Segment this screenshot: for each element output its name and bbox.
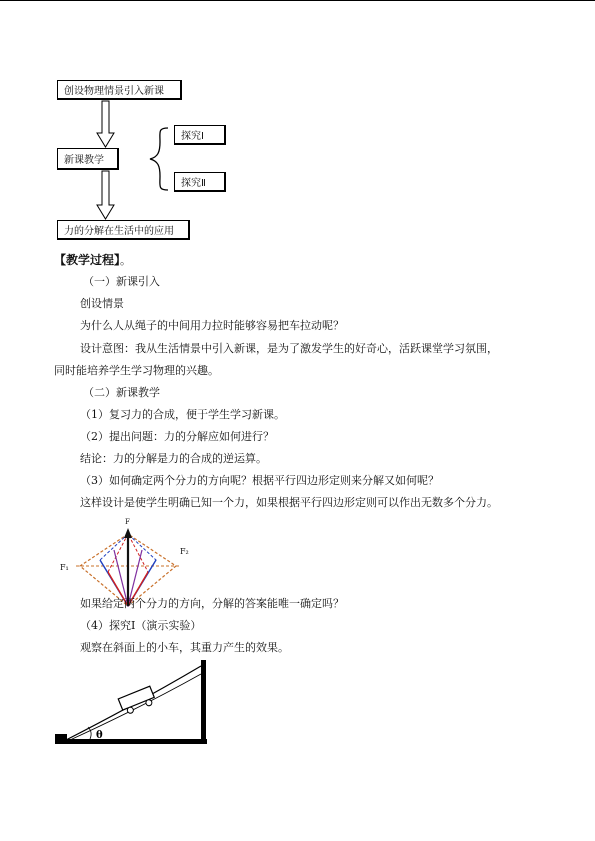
para-design-intent: 设计意图：我从生活情景中引入新课，是为了激发学生的好奇心，活跃课堂学习氛围， <box>80 342 498 355</box>
flow-arrow-down-2 <box>97 171 114 219</box>
flow-box-intro: 创设物理情景引入新课 <box>57 80 182 100</box>
label-f2: F₂ <box>180 547 189 556</box>
flow-arrow-down-1 <box>97 101 114 147</box>
force-decomposition-diagram <box>0 510 595 610</box>
para-scenario: 创设情景 <box>80 297 124 310</box>
section-heading <box>54 253 131 268</box>
flow-curly-brace <box>150 128 168 190</box>
inclined-plane-diagram <box>0 652 595 762</box>
label-f: F <box>125 518 130 526</box>
flow-box-teach: 新课教学 <box>57 148 119 170</box>
flow-box-apply: 力的分解在生活中的应用 <box>57 220 190 240</box>
para-teaching-title: （二）新课教学 <box>83 386 160 399</box>
label-theta: θ <box>96 730 103 741</box>
flow-box-explore2: 探究Ⅱ <box>174 172 226 192</box>
para-intro-title: （一）新课引入 <box>83 275 160 288</box>
para-question: 为什么人从绳子的中间用力拉时能够容易把车拉动呢？ <box>80 319 344 332</box>
section-heading-suffix: 。 <box>120 254 132 267</box>
ground-left-tab <box>55 734 67 740</box>
para-raise-question: （2）提出问题：力的分解应如何进行？ <box>80 430 274 443</box>
label-f1: F₁ <box>60 563 69 572</box>
incline-inner-line <box>70 674 201 740</box>
wall-bar <box>201 660 206 744</box>
ground-bar <box>55 739 207 744</box>
cart <box>118 686 156 715</box>
para-observe: 观察在斜面上的小车，其重力产生的效果。 <box>80 641 289 654</box>
para-review: （1）复习力的合成，便于学生学习新课。 <box>80 408 285 421</box>
para-unique-question: 如果给定两个分力的方向，分解的答案能唯一确定吗？ <box>80 597 344 610</box>
para-design-intent-cont: 同时能培养学生学习物理的兴趣。 <box>54 364 219 377</box>
section-heading-text: 【教学过程】 <box>54 253 121 267</box>
para-direction-question: （3）如何确定两个分力的方向呢？根据平行四边形定则来分解又如何呢？ <box>80 474 439 487</box>
force-f-arrowhead <box>124 528 132 538</box>
para-design-note: 这样设计是使学生明确已知一个力，如果根据平行四边形定则可以作出无数多个分力。 <box>80 496 498 509</box>
flow-box-explore1: 探究Ⅰ <box>174 125 226 145</box>
para-conclusion: 结论：力的分解是力的合成的逆运算。 <box>80 452 267 465</box>
para-explore1-title: （4）探究Ⅰ（演示实验） <box>80 619 202 632</box>
flowchart-connectors <box>0 0 595 260</box>
